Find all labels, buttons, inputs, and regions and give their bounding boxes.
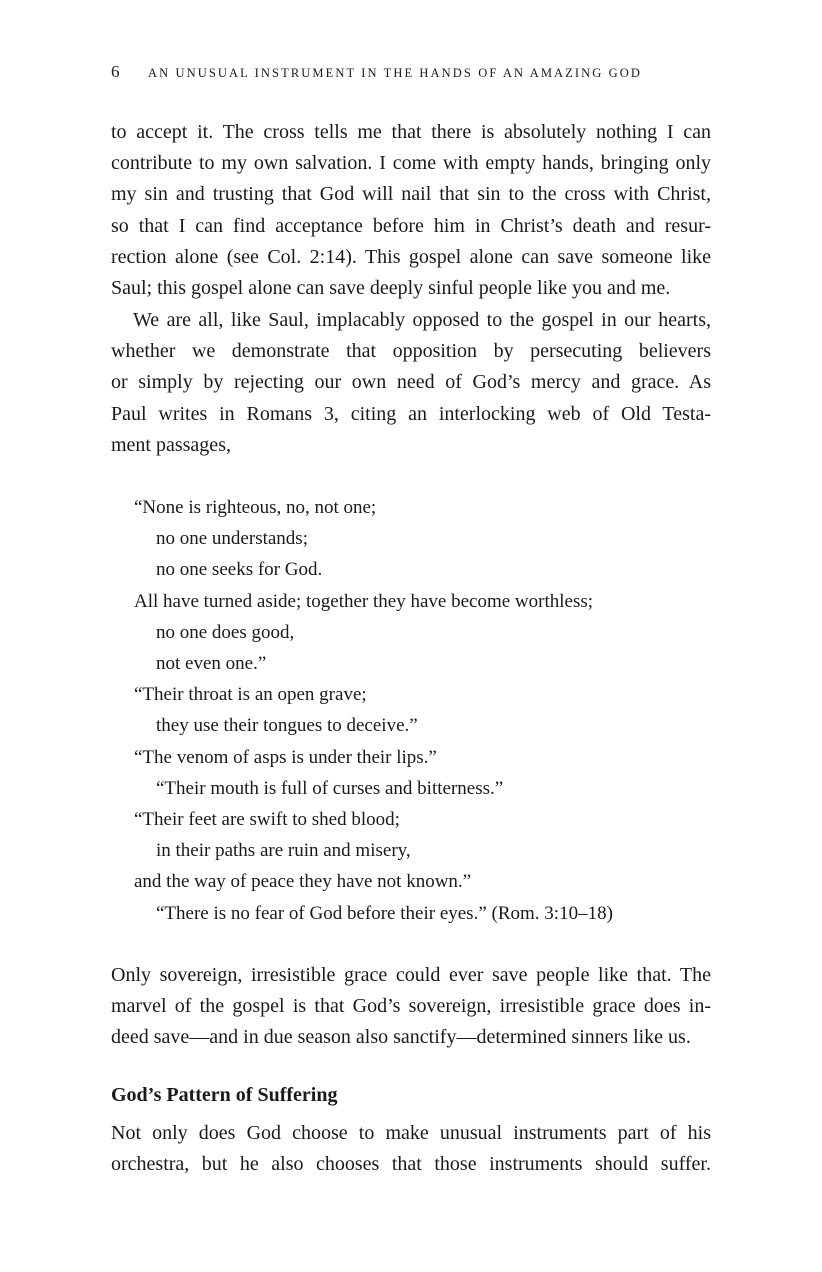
quote-line: “The venom of asps is under their lips.” [134,746,437,768]
quote-line: All have turned aside; together they have become worthless; [134,590,594,612]
quote-line: “Their throat is an open grave; [134,684,367,706]
text-line: or simply by rejecting our own need of God’s mercy and grace. As [111,371,711,394]
text-line: marvel of the gospel is that God’s sovereign, irresistible grace does in- [111,995,711,1018]
running-head-title: AN UNUSUAL INSTRUMENT IN THE HANDS OF AN AMAZING GOD [148,66,643,80]
text-line: orchestra, but he also chooses that those instruments should suffer. [111,1153,711,1176]
quote-line: “Their feet are swift to shed blood; [134,809,400,831]
quote-line: no one does good, [156,621,295,643]
text-line: Paul writes in Romans 3, citing an interlocking web of Old Testa- [111,402,711,425]
quote-line: and the way of peace they have not known.” [134,871,472,893]
quote-line: “There is no fear of God before their eyes.” (Rom. 3:10–18) [156,902,613,924]
quote-line: they use their tongues to deceive.” [156,715,418,737]
section-heading: God’s Pattern of Suffering [111,1084,338,1106]
paragraph-2 [111,305,711,461]
text-line: so that I can find acceptance before him in Christ’s death and resur- [111,214,711,237]
quote-line: “Their mouth is full of curses and bitterness.” [156,777,504,799]
text-line: We are all, like Saul, implacably opposed to the gospel in our hearts, [133,309,711,331]
text-line: Not only does God choose to make unusual instruments part of his [111,1122,711,1144]
text-line: Only sovereign, irresistible grace could ever save people like that. The [111,964,711,986]
paragraph-3 [111,960,711,1054]
quote-line: not even one.” [156,653,267,675]
text-line: rection alone (see Col. 2:14). This gospel alone can save someone like [111,245,711,268]
page-number: 6 [111,62,120,81]
text-line: my sin and trusting that God will nail that sin to the cross with Christ, [111,183,711,206]
text-line: deed save—and in due season also sanctify—determined sinners like us. [111,1026,691,1049]
text-line: to accept it. The cross tells me that there is absolutely nothing I can [111,121,711,143]
text-line: whether we demonstrate that opposition by persecuting believers [111,340,711,363]
running-head [111,62,711,82]
quote-line: no one seeks for God. [156,559,323,581]
block-quote [134,492,694,929]
quote-line: “None is righteous, no, not one; [134,497,377,518]
text-line: ment passages, [111,433,231,456]
paragraph-1 [111,117,711,304]
paragraph-4 [111,1118,711,1180]
text-line: contribute to my own salvation. I come with empty hands, bringing only [111,152,711,175]
text-line: Saul; this gospel alone can save deeply sinful people like you and me. [111,277,671,300]
quote-line: no one understands; [156,528,308,550]
quote-line: in their paths are ruin and misery, [156,840,411,862]
